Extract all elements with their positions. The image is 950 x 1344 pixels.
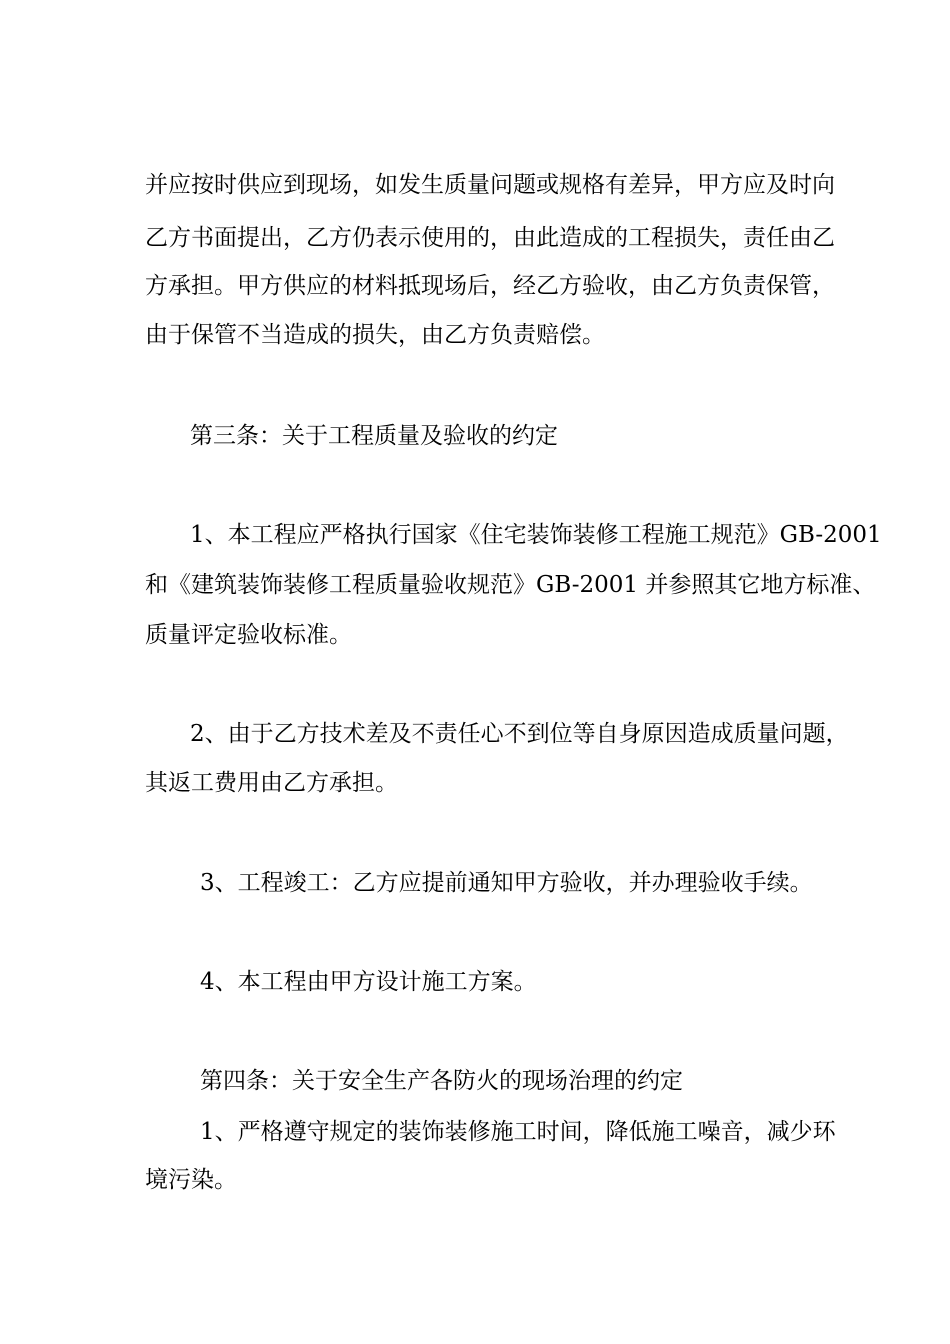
article-3-item-3: 3、工程竣工：乙方应提前通知甲方验收，并办理验收手续。: [200, 870, 813, 896]
article-3-item-1-line-1: 1、本工程应严格执行国家《住宅装饰装修工程施工规范》GB-2001: [190, 522, 882, 548]
article-3-item-2-line-2: 其返工费用由乙方承担。: [145, 770, 398, 796]
article-4-item-1-line-2: 境污染。: [145, 1167, 237, 1193]
article-3-item-1-line-2: 和《建筑装饰装修工程质量验收规范》GB-2001 并参照其它地方标准、: [145, 572, 876, 598]
article-3-item-1-line-3: 质量评定验收标准。: [145, 622, 352, 648]
paragraph-material-line-3: 方承担。甲方供应的材料抵现场后，经乙方验收，由乙方负责保管，: [145, 273, 835, 299]
article-4-item-1-line-1: 1、严格遵守规定的装饰装修施工时间，降低施工噪音，减少环: [200, 1119, 836, 1145]
paragraph-material-line-1: 并应按时供应到现场，如发生质量问题或规格有差异，甲方应及时向: [145, 172, 835, 198]
article-3-item-4: 4、本工程由甲方设计施工方案。: [200, 969, 537, 995]
article-4-heading: 第四条：关于安全生产各防火的现场治理的约定: [200, 1068, 683, 1094]
article-3-item-2-line-1: 2、由于乙方技术差及不责任心不到位等自身原因造成质量问题，: [190, 721, 849, 747]
paragraph-material-line-4: 由于保管不当造成的损失，由乙方负责赔偿。: [145, 322, 605, 348]
article-3-heading: 第三条：关于工程质量及验收的约定: [190, 423, 558, 449]
paragraph-material-line-2: 乙方书面提出，乙方仍表示使用的，由此造成的工程损失，责任由乙: [145, 225, 835, 251]
